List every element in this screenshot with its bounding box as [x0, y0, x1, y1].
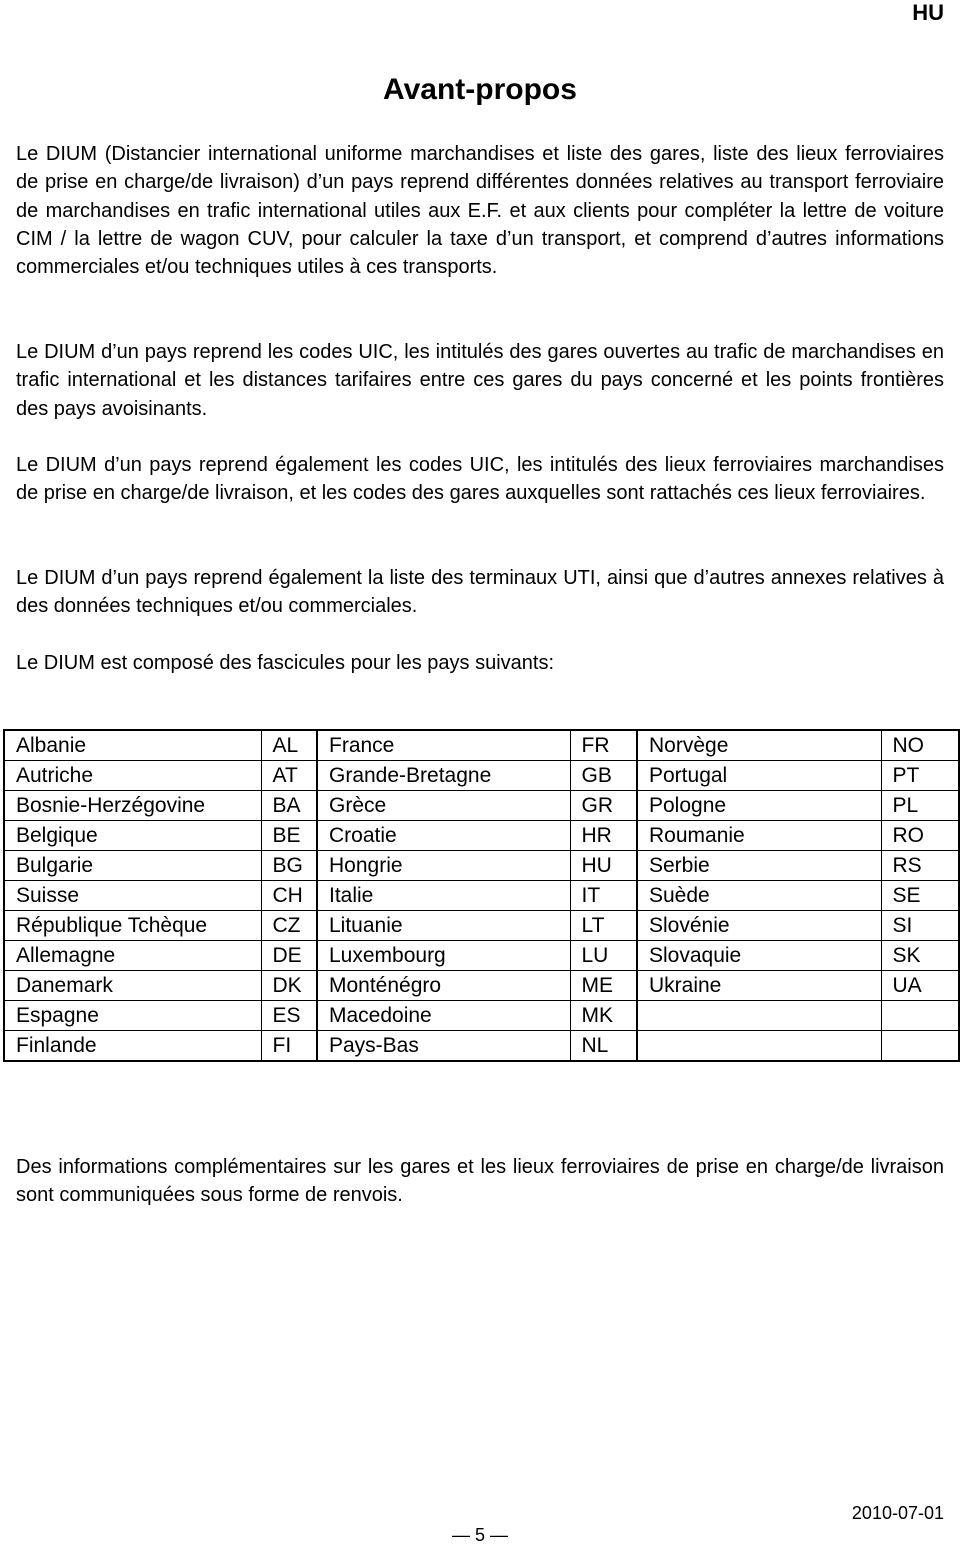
country-code-cell: ES [261, 1001, 317, 1031]
country-code-cell: PL [881, 791, 959, 821]
country-code-cell: UA [881, 971, 959, 1001]
country-name-cell: Danemark [4, 971, 261, 1001]
country-code-cell: DE [261, 941, 317, 971]
country-code-cell: NO [881, 730, 959, 761]
country-code-cell: CH [261, 881, 317, 911]
country-name-cell: France [317, 730, 570, 761]
country-code-cell: RO [881, 821, 959, 851]
country-code-cell: ME [570, 971, 637, 1001]
country-code-cell: DK [261, 971, 317, 1001]
country-code-cell: BG [261, 851, 317, 881]
page-title: Avant-propos [383, 73, 577, 106]
country-name-cell: Serbie [637, 851, 881, 881]
country-table [3, 729, 960, 1062]
country-name-cell: Pays-Bas [317, 1031, 570, 1062]
country-code-cell: NL [570, 1031, 637, 1062]
fascicles-intro-paragraph: Le DIUM est composé des fascicules pour les pays suivants: [16, 652, 555, 674]
locations-paragraph: Le DIUM d’un pays reprend également les codes UIC, les intitulés des lieux ferroviaires marchandises de prise en charge/de livraison, et les codes des gares auxquelles sont rattachés ces lieux ferroviaires. [16, 454, 944, 505]
table-row [4, 881, 959, 911]
country-code-cell: IT [570, 881, 637, 911]
closing-paragraph: Des informations complémentaires sur les gares et les lieux ferroviaires de prise en charge/de livraison sont communiquées sous forme de renvois. [16, 1156, 944, 1207]
country-code-cell: GB [570, 761, 637, 791]
country-code-cell: HU [570, 851, 637, 881]
country-name-cell: Luxembourg [317, 941, 570, 971]
country-name-cell: Albanie [4, 730, 261, 761]
document-date: 2010-07-01 [851, 1503, 944, 1523]
country-code-cell: FI [261, 1031, 317, 1062]
page-number: — 5 — [451, 1525, 508, 1545]
country-name-cell: Suisse [4, 881, 261, 911]
country-name-cell [637, 1031, 881, 1062]
country-name-cell: Monténégro [317, 971, 570, 1001]
country-name-cell: Norvège [637, 730, 881, 761]
terminals-paragraph: Le DIUM d’un pays reprend également la liste des terminaux UTI, ainsi que d’autres annexes relatives à des données techniques et/ou commerciales. [16, 567, 944, 618]
country-name-cell: Finlande [4, 1031, 261, 1062]
country-code-cell: LU [570, 941, 637, 971]
table-row [4, 851, 959, 881]
country-name-cell: Lituanie [317, 911, 570, 941]
country-table-body [4, 730, 959, 1061]
country-name-cell [637, 1001, 881, 1031]
country-name-cell: Autriche [4, 761, 261, 791]
country-code-cell: AL [261, 730, 317, 761]
table-row [4, 971, 959, 1001]
country-name-cell: Portugal [637, 761, 881, 791]
country-name-cell: Espagne [4, 1001, 261, 1031]
country-name-cell: Hongrie [317, 851, 570, 881]
country-name-cell: Croatie [317, 821, 570, 851]
country-code-cell: SI [881, 911, 959, 941]
country-code-cell: RS [881, 851, 959, 881]
country-code-cell: MK [570, 1001, 637, 1031]
codes-paragraph: Le DIUM d’un pays reprend les codes UIC, les intitulés des gares ouvertes au trafic de marchandises en trafic international et les distances tarifaires entre ces gares du pays concerné et les points frontières des pays avoisinants. [16, 341, 944, 420]
country-name-cell: Pologne [637, 791, 881, 821]
table-row [4, 1001, 959, 1031]
country-code-cell: SE [881, 881, 959, 911]
country-code-label: HU [912, 0, 944, 25]
country-code-cell: GR [570, 791, 637, 821]
country-name-cell: République Tchèque [4, 911, 261, 941]
country-name-cell: Roumanie [637, 821, 881, 851]
country-code-cell: CZ [261, 911, 317, 941]
table-row [4, 730, 959, 761]
country-code-cell: PT [881, 761, 959, 791]
country-name-cell: Italie [317, 881, 570, 911]
country-code-cell: SK [881, 941, 959, 971]
table-row [4, 1031, 959, 1062]
country-name-cell: Grande-Bretagne [317, 761, 570, 791]
intro-paragraph: Le DIUM (Distancier international uniforme marchandises et liste des gares, liste des lieux ferroviaires de prise en charge/de livraison) d’un pays reprend différentes données relatives au transport ferroviaire de marchandises en trafic international utiles aux E.F. et aux clients pour compléter la lettre de voiture CIM / la lettre de wagon CUV, pour calculer la taxe d’un transport, et comprend d’autres informations commerciales et/ou techniques utiles à ces transports. [16, 143, 944, 279]
country-name-cell: Bulgarie [4, 851, 261, 881]
country-name-cell: Ukraine [637, 971, 881, 1001]
country-name-cell: Slovénie [637, 911, 881, 941]
table-row [4, 941, 959, 971]
table-row [4, 791, 959, 821]
country-code-cell: FR [570, 730, 637, 761]
country-code-cell: LT [570, 911, 637, 941]
country-name-cell: Bosnie-Herzégovine [4, 791, 261, 821]
country-code-cell [881, 1031, 959, 1062]
country-code-cell [881, 1001, 959, 1031]
table-row [4, 821, 959, 851]
country-name-cell: Macedoine [317, 1001, 570, 1031]
country-name-cell: Slovaquie [637, 941, 881, 971]
country-name-cell: Allemagne [4, 941, 261, 971]
country-code-cell: BE [261, 821, 317, 851]
country-name-cell: Suède [637, 881, 881, 911]
country-code-cell: AT [261, 761, 317, 791]
country-code-cell: HR [570, 821, 637, 851]
country-name-cell: Belgique [4, 821, 261, 851]
table-row [4, 911, 959, 941]
country-code-cell: BA [261, 791, 317, 821]
table-row [4, 761, 959, 791]
country-name-cell: Grèce [317, 791, 570, 821]
